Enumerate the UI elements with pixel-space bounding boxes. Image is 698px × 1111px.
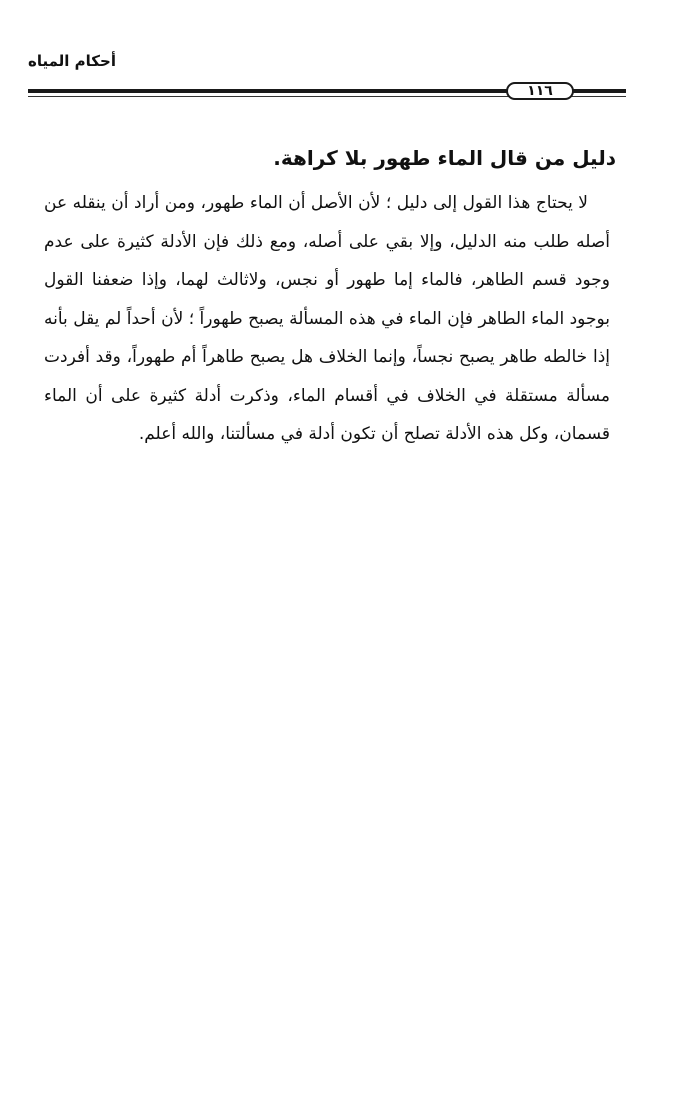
body-text-block [44,184,610,454]
section-heading: دليل من قال الماء طهور بلا كراهة. [273,146,616,170]
running-header-title: أحكام المياه [28,52,116,70]
header-rule [28,82,626,100]
body-paragraph: لا يحتاج هذا القول إلى دليل ؛ لأن الأصل أن الماء طهور، ومن أراد أن ينقله عن أصله طلب منه الدليل، وإلا بقي على أصله، ومع ذلك فإن الأدلة كثيرة على عدم وجود قسم الطاهر، فالماء إما طهور أو نجس، ولاثالث لهما، وإذا ضعفنا القول بوجود الماء الطاهر فإن الماء في هذه المسألة يصبح طهوراً ؛ لأن أحداً لم يقل بأنه إذا خالطه طاهر يصبح نجساً، وإنما الخلاف هل يصبح طاهراً أم طهوراً، وقد أفردت مسألة مستقلة في الخلاف في أقسام الماء، وذكرت أدلة كثيرة على أن الماء قسمان، وكل هذه الأدلة تصلح أن تكون أدلة في مسألتنا، والله أعلم. [44,193,610,444]
page-number: ١١٦ [506,82,574,100]
